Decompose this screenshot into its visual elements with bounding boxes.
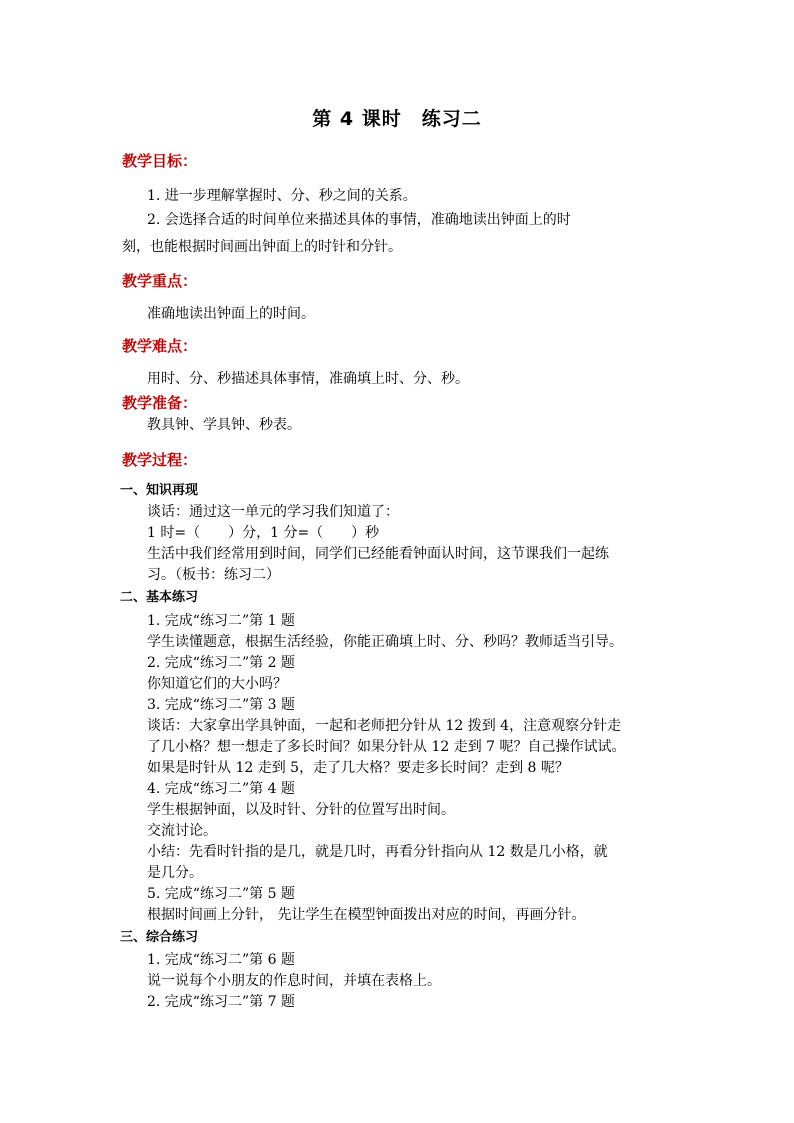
- part2-line-1: 1. 完成“练习二”第 1 题: [147, 613, 295, 629]
- part2-line-12: 小结：先看时针指的是几，就是几时，再看分针指向从 12 数是几小格，就: [147, 844, 608, 860]
- part2-line-13: 是几分。: [147, 865, 203, 881]
- objectives-line-3: 刻，也能根据时间画出钟面上的时针和分针。: [122, 239, 402, 255]
- part2-line-10: 学生根据钟面，以及时针、分针的位置写出时间。: [147, 802, 455, 818]
- part2-line-11: 交流讨论。: [147, 823, 217, 839]
- preparation-line-1: 教具钟、学具钟、秒表。: [147, 417, 301, 433]
- page-title: 第 4 课时 练习二: [312, 108, 482, 130]
- part3-line-1: 1. 完成“练习二”第 6 题: [147, 952, 295, 968]
- process-heading: 教学过程：: [122, 451, 198, 469]
- objectives-heading: 教学目标：: [122, 152, 198, 170]
- part1-line-2: 1 时=（ ）分，1 分=（ ）秒: [147, 525, 380, 541]
- part2-heading: 二、基本练习: [120, 590, 199, 605]
- part2-line-4: 你知道它们的大小吗？: [147, 676, 287, 692]
- preparation-heading: 教学准备：: [122, 394, 198, 412]
- part2-line-2: 学生读懂题意，根据生活经验，你能正确填上时、分、秒吗？教师适当引导。: [147, 634, 623, 650]
- key-points-line-1: 准确地读出钟面上的时间。: [147, 306, 315, 322]
- part3-line-2: 说一说每个小朋友的作息时间，并填在表格上。: [147, 973, 441, 989]
- part2-line-3: 2. 完成“练习二”第 2 题: [147, 655, 295, 671]
- part1-line-4: 习。（板书：练习二）: [147, 567, 280, 583]
- part2-line-15: 根据时间画上分针， 先让学生在模型钟面拨出对应的时间，再画分针。: [147, 907, 586, 923]
- part2-line-7: 了几小格？想一想走了多长时间？如果分针从 12 走到 7 呢？自己操作试试。: [147, 739, 626, 755]
- difficulties-heading: 教学难点：: [122, 337, 198, 355]
- part2-line-5: 3. 完成“练习二”第 3 题: [147, 697, 295, 713]
- objectives-line-2: 2. 会选择合适的时间单位来描述具体的事情，准确地读出钟面上的时: [147, 212, 571, 228]
- key-points-heading: 教学重点：: [122, 272, 198, 290]
- part3-line-3: 2. 完成“练习二”第 7 题: [147, 994, 295, 1010]
- part2-line-8: 如果是时针从 12 走到 5，走了几大格？要走多长时间？走到 8 呢？: [147, 760, 569, 776]
- objectives-line-1: 1. 进一步理解掌握时、分、秒之间的关系。: [147, 188, 417, 204]
- difficulties-line-1: 用时、分、秒描述具体事情，准确填上时、分、秒。: [147, 371, 469, 387]
- part2-line-6: 谈话：大家拿出学具钟面，一起和老师把分针从 12 拨到 4，注意观察分针走: [147, 718, 622, 734]
- part2-line-9: 4. 完成“练习二”第 4 题: [147, 781, 295, 797]
- part1-line-1: 谈话：通过这一单元的学习我们知道了：: [147, 504, 399, 520]
- part3-heading: 三、综合练习: [120, 930, 199, 945]
- part1-heading: 一、知识再现: [120, 483, 199, 498]
- part2-line-14: 5. 完成“练习二”第 5 题: [147, 886, 295, 902]
- part1-line-3: 生活中我们经常用到时间，同学们已经能看钟面认时间，这节课我们一起练: [147, 546, 609, 562]
